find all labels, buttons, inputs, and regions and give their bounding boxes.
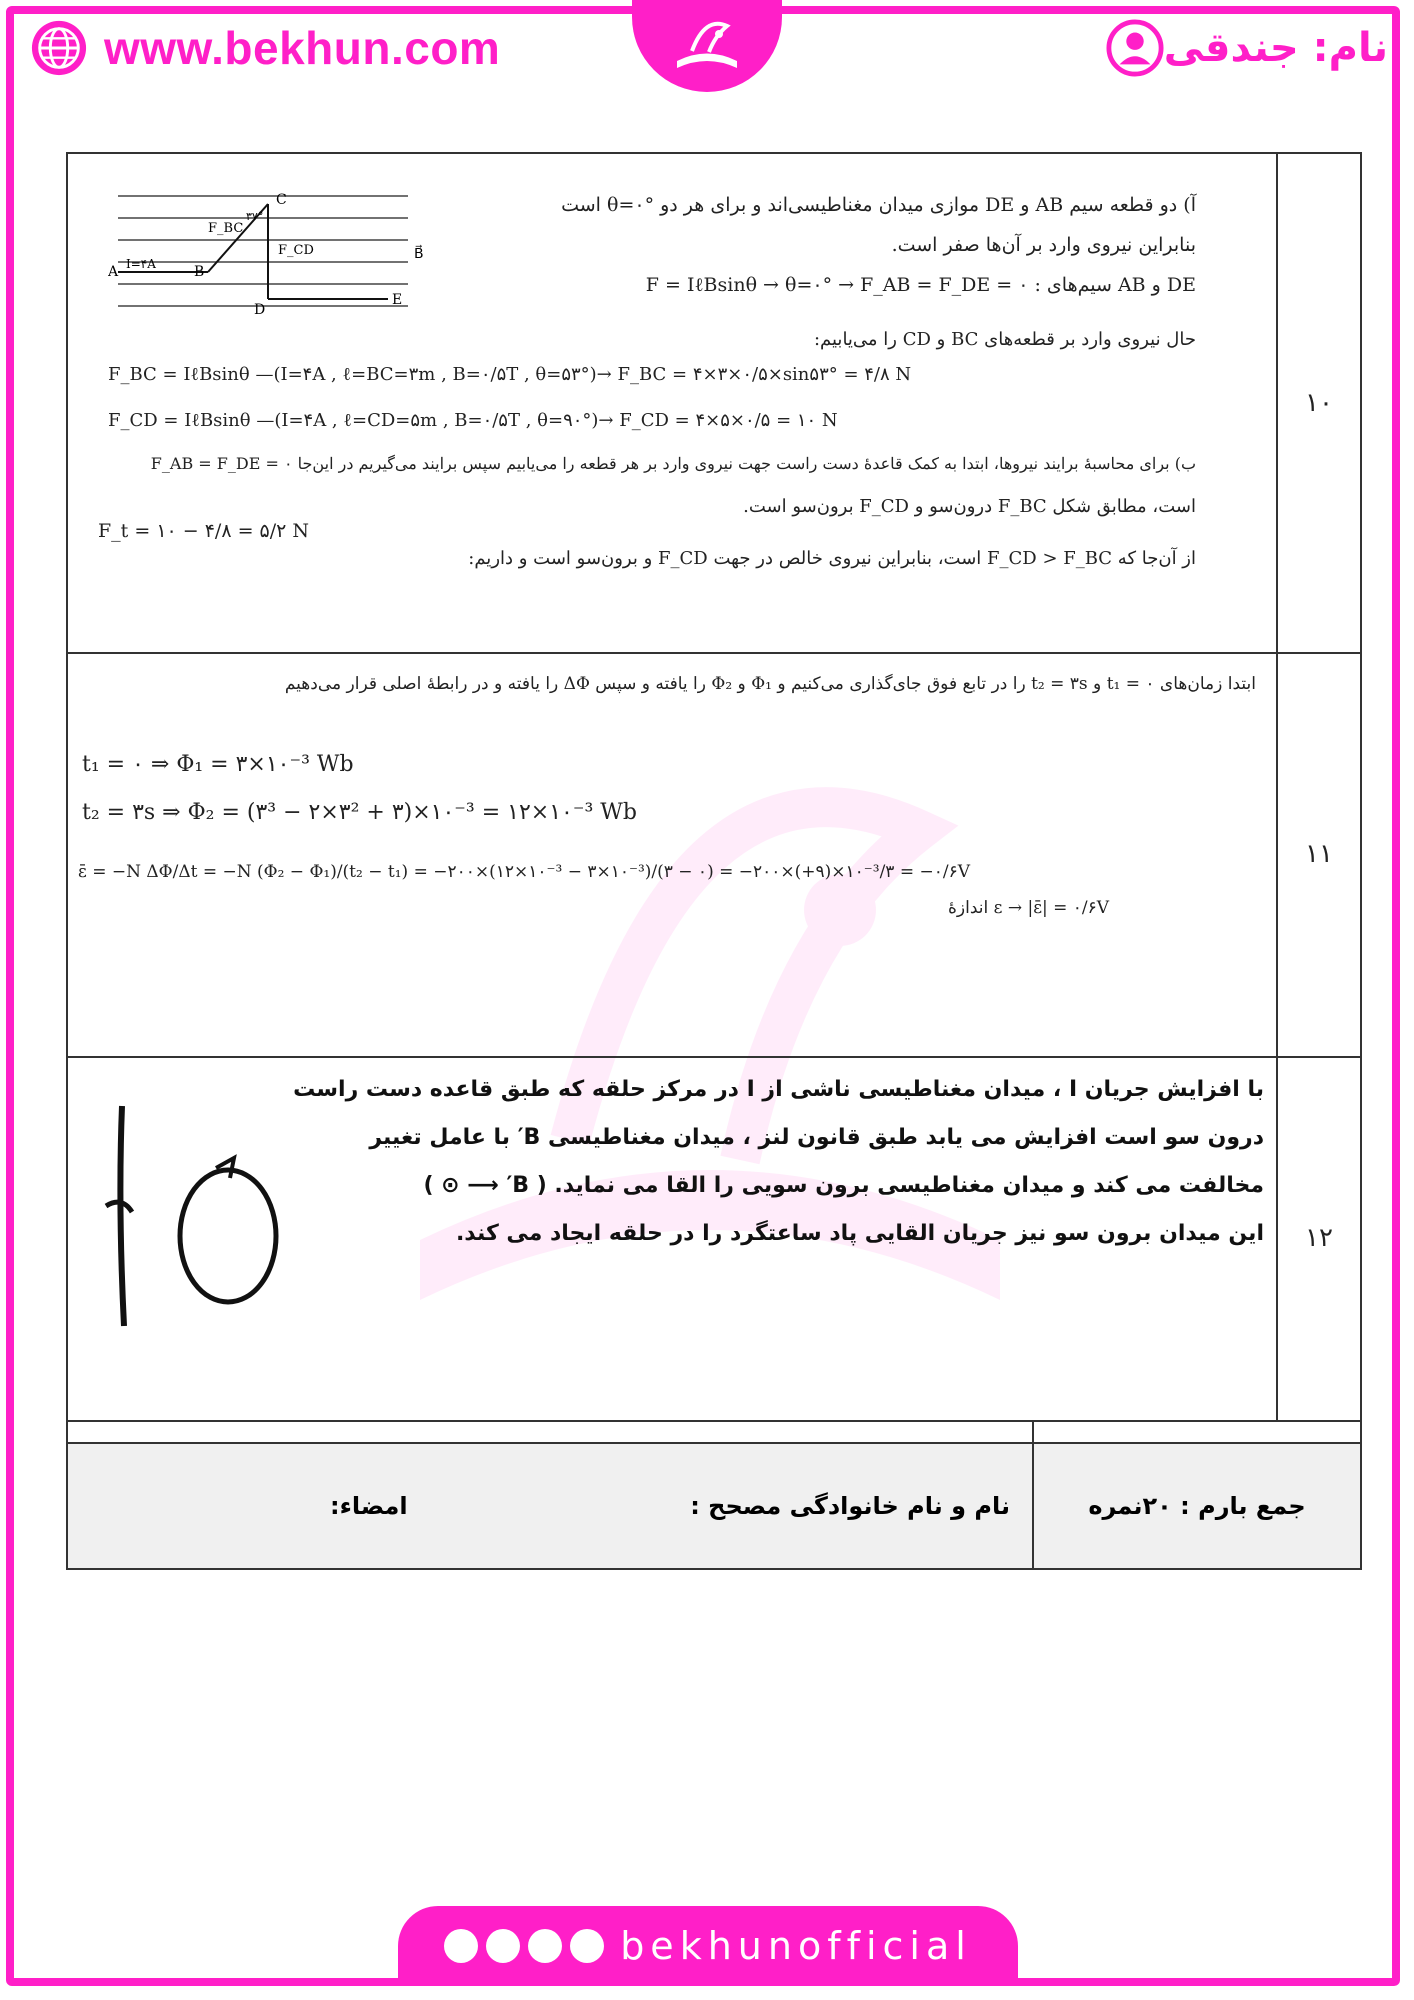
name-label: نام: جندقی <box>1163 25 1388 71</box>
q12-line3: مخالفت می کند و میدان مغناطیسی برون سویی را القا می نماید. ( B′ ⟶ ⊙ ) <box>423 1173 1264 1198</box>
social-handle[interactable]: bekhunofficial <box>620 1924 972 1968</box>
q10-line3: حال نیروی وارد بر قطعه‌های BC و CD را می‌یابیم: <box>813 329 1196 350</box>
q10-line2: بنابراین نیروی وارد بر آن‌ها صفر است. <box>891 234 1196 256</box>
label-e: E <box>392 292 403 308</box>
label-b: B <box>194 264 205 280</box>
youtube-icon[interactable] <box>486 1929 520 1963</box>
instagram-icon[interactable] <box>570 1929 604 1963</box>
q10-line4: ب) برای محاسبهٔ برایند نیروها، ابتدا به کمک قاعدهٔ دست راست جهت نیروی وارد بر هر قطعه را می‌یابیم سپس برایند می‌گیریم در این‌جا F_AB = F_DE = ۰ <box>150 454 1196 473</box>
question-number-12: ۱۲ <box>1276 1056 1360 1420</box>
telegram-icon[interactable] <box>528 1929 562 1963</box>
q11-eq3-tail: اندازهٔ ε → |ε̄| = ۰/۶V <box>948 898 1110 918</box>
q11-eq1: t₁ = ۰ ⇒ Φ₁ = ۳×۱۰⁻³ Wb <box>82 752 354 777</box>
q10-eq1: DE و AB سیم‌های : F = IℓBsinθ → θ=۰° → F_AB = F_DE = ۰ <box>645 274 1196 296</box>
label-current: I=۴A <box>126 257 156 271</box>
question-row-11 <box>68 652 1360 1058</box>
question-row-12 <box>68 1056 1360 1422</box>
spacer-row <box>68 1420 1360 1442</box>
label-a: A <box>108 264 119 280</box>
header <box>0 0 1414 96</box>
q10-line5: است، مطابق شکل F_BC درون‌سو و F_CD برون‌سو است. <box>743 496 1196 517</box>
q12-line1: با افزایش جریان I ، میدان مغناطیسی ناشی از I در مرکز حلقه که طبق قاعده دست راست <box>293 1077 1264 1102</box>
q12-line2: درون سو است افزایش می یابد طبق قانون لنز ، میدان مغناطیسی B′ با عامل تغییر <box>369 1125 1264 1150</box>
q10-line1: آ) دو قطعه سیم AB و DE موازی میدان مغناطیسی‌اند و برای هر دو θ=۰° است <box>561 194 1196 216</box>
q10-eq2: F_BC = IℓBsinθ —(I=۴A , ℓ=BC=۳m , B=۰/۵T , θ=۵۳°)→ F_BC = ۴×۳×۰/۵×sin۵۳° = ۴/۸ N <box>108 364 912 385</box>
student-name <box>1094 18 1388 78</box>
total-score: جمع بارم : ۲۰نمره <box>1032 1444 1360 1568</box>
wire-loop-sketch <box>98 1096 298 1336</box>
q11-eq3: ε̄ = −N ΔΦ/Δt = −N (Φ₂ − Φ₁)/(t₂ − t₁) = −۲۰۰×(۱۲×۱۰⁻³ − ۳×۱۰⁻³)/(۳ − ۰) = −۲۰۰×(+۹)×۱۰⁻³/۳ = −۰/۶V <box>78 862 970 882</box>
q10-eq3: F_CD = IℓBsinθ —(I=۴A , ℓ=CD=۵m , B=۰/۵T , θ=۹۰°)→ F_CD = ۴×۵×۰/۵ = ۱۰ N <box>108 410 838 431</box>
site-url[interactable]: www.bekhun.com <box>104 22 501 74</box>
question-12-content <box>68 1056 1276 1420</box>
question-number-10: ۱۰ <box>1276 154 1360 652</box>
q11-line1: ابتدا زمان‌های t₁ = ۰ و t₂ = ۳s را در تابع فوق جای‌گذاری می‌کنیم و Φ₁ و Φ₂ را یافته و سپس ΔΦ را یافته و در رابطهٔ اصلی قرار می‌دهیم <box>284 674 1256 694</box>
logo-tab <box>632 0 782 92</box>
question-number-11: ۱۱ <box>1276 652 1360 1056</box>
answer-table <box>66 152 1362 1570</box>
label-fbc: F_BC <box>208 221 244 236</box>
force-diagram <box>108 184 428 334</box>
social-bar <box>398 1906 1018 1986</box>
social-icons <box>444 1929 604 1963</box>
q11-eq2: t₂ = ۳s ⇒ Φ₂ = (۳³ − ۲×۳² + ۳)×۱۰⁻³ = ۱۲×۱۰⁻³ Wb <box>82 800 637 825</box>
q12-line4: این میدان برون سو نیز جریان القایی پاد ساعتگرد را در حلقه ایجاد می کند. <box>455 1221 1264 1246</box>
label-fcd: F_CD <box>278 243 314 258</box>
book-logo-icon <box>657 6 757 86</box>
question-10-content <box>68 154 1276 652</box>
footer-grading <box>66 1442 1362 1570</box>
user-icon <box>1106 19 1164 77</box>
grader-name-label: نام و نام خانوادگی مصحح : <box>690 1492 1010 1520</box>
label-angle: ۳۷° <box>246 210 264 223</box>
question-11-content <box>68 652 1276 1056</box>
q10-line6: از آن‌جا که F_CD > F_BC است، بنابراین نیروی خالص در جهت F_CD و برون‌سو است و داریم: <box>468 548 1196 569</box>
label-bfield: B⃗ <box>414 246 424 262</box>
label-c: C <box>276 192 287 208</box>
q10-eq4: F_t = ۱۰ − ۴/۸ = ۵/۲ N <box>98 520 310 542</box>
globe-icon <box>30 19 88 77</box>
question-row-10 <box>68 154 1360 654</box>
label-d: D <box>254 302 266 318</box>
signature-label: امضاء: <box>330 1492 408 1520</box>
site-link[interactable] <box>30 18 500 78</box>
aparat-icon[interactable] <box>444 1929 478 1963</box>
